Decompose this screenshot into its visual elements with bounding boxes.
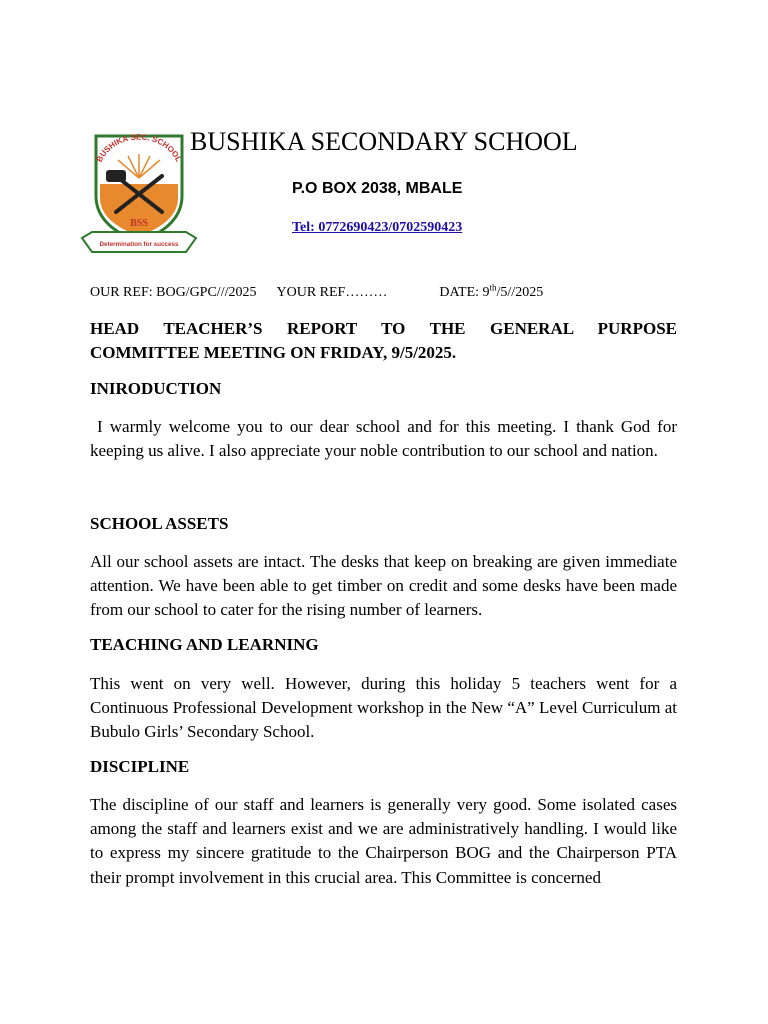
telephone-link[interactable]: Tel: 0772690423/0702590423 bbox=[292, 220, 463, 235]
school-name: BUSHIKA SECONDARY SCHOOL bbox=[190, 127, 578, 156]
crest-initials: BSS bbox=[130, 218, 148, 229]
hoe-blade-icon bbox=[106, 170, 126, 182]
crest-arc-text: BUSHIKA SEC. SCHOOL bbox=[94, 132, 184, 164]
report-title bbox=[90, 317, 677, 365]
section-heading-discipline: DISCIPLINE bbox=[90, 757, 190, 776]
po-box-address: P.O BOX 2038, MBALE bbox=[292, 180, 463, 197]
section-body-school-assets: All our school assets are intact. The desks that keep on breaking are given immediate attention. We have been able to get timber on credit and some desks have been made from our school to cater for the rising number of learners. bbox=[90, 552, 677, 620]
section-body-teaching-learning: This went on very well. However, during this holiday 5 teachers went for a Continuous Professional Development workshop in the New “A” Level Curriculum at Bubulo Girls’ Secondary School. bbox=[90, 674, 677, 742]
our-ref: OUR REF: BOG/GPC///2025 bbox=[90, 285, 257, 300]
section-heading-introduction: INIRODUCTION bbox=[90, 379, 222, 398]
school-crest-logo bbox=[78, 126, 200, 256]
section-body-discipline: The discipline of our staff and learners is generally very good. Some isolated cases among the staff and learners exist and we are administratively handling. I would like to express my sincere gratitude to the Chairperson BOG and the Chairperson PTA their prompt involvement in this crucial area. This Committee is concerned bbox=[90, 795, 677, 887]
section-heading-teaching-learning: TEACHING AND LEARNING bbox=[90, 635, 319, 654]
section-heading-school-assets: SCHOOL ASSETS bbox=[90, 514, 229, 533]
crest-motto: Determination for success bbox=[99, 241, 179, 248]
report-title-line-1: HEAD TEACHER’S REPORT TO THE GENERAL PURPOSE bbox=[90, 319, 677, 338]
your-ref: YOUR REF……… bbox=[276, 285, 388, 300]
date: DATE: 9th/5//2025 bbox=[439, 282, 544, 300]
section-body-introduction: I warmly welcome you to our dear school and for this meeting. I thank God for keeping us alive. I also appreciate your noble contribution to our school and nation. bbox=[90, 417, 682, 461]
report-title-line-2: COMMITTEE MEETING ON FRIDAY, 9/5/2025. bbox=[90, 343, 457, 363]
reference-line bbox=[90, 282, 544, 301]
